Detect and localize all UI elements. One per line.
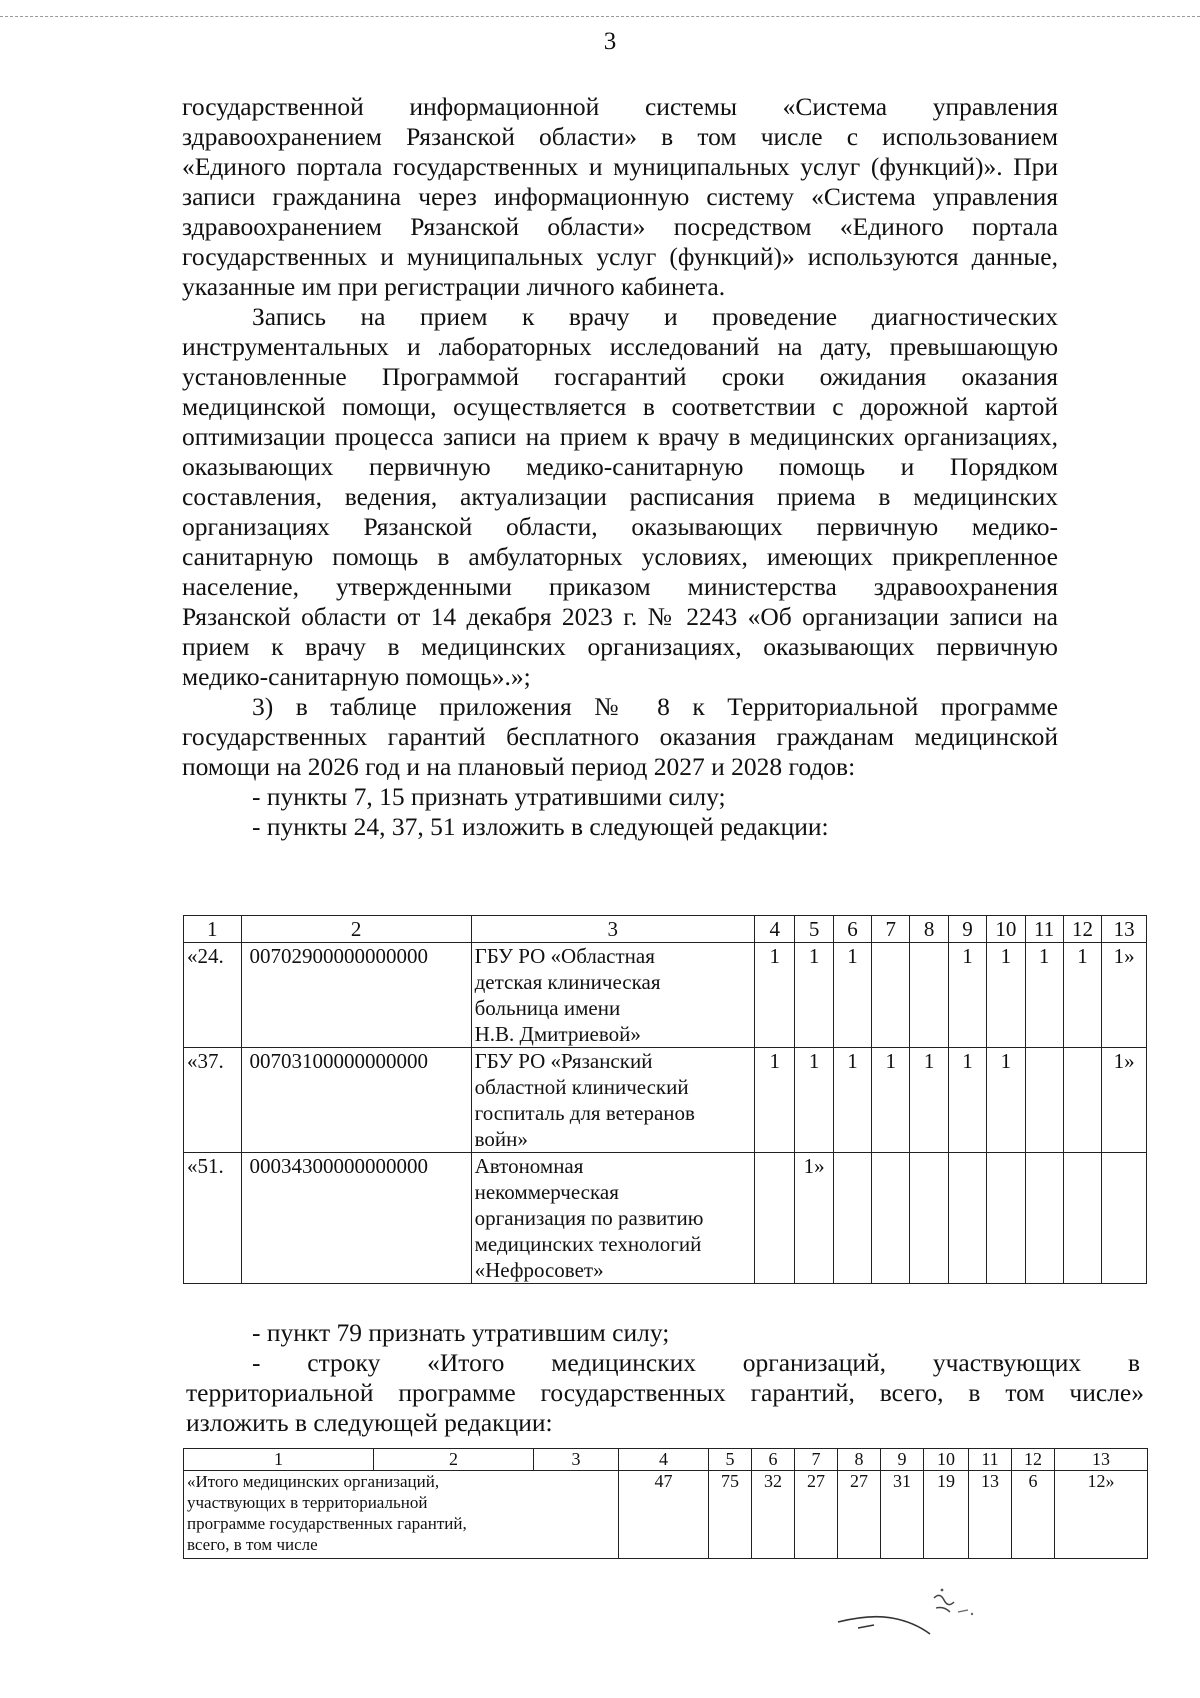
- table-cell: 19: [924, 1471, 969, 1559]
- table-cell: 1: [948, 1048, 986, 1153]
- column-header: 6: [833, 916, 871, 943]
- text-line: государственной информационной системы «Система управления: [182, 92, 1058, 121]
- column-header: 2: [374, 1449, 534, 1471]
- paragraph-continuation: [182, 92, 1058, 302]
- text-line: установленные Программой госгарантий сроки ожидания оказания: [182, 362, 1058, 391]
- table-cell: 1: [872, 1048, 910, 1153]
- organization-name: [471, 1048, 754, 1153]
- table-cell: 32: [752, 1471, 795, 1559]
- table-cell: [754, 1153, 794, 1284]
- column-header: 13: [1055, 1449, 1148, 1471]
- column-header: 10: [987, 916, 1025, 943]
- table-cell: 13: [969, 1471, 1012, 1559]
- text-line: территориальной программе государственных гарантий, всего, в том числе»: [186, 1378, 1144, 1407]
- table-header-row: [184, 916, 1147, 943]
- column-header: 7: [795, 1449, 838, 1471]
- organization-name: [471, 1153, 754, 1284]
- table-cell: 1»: [795, 1153, 833, 1284]
- column-header: 3: [534, 1449, 619, 1471]
- table-cell: [987, 1153, 1025, 1284]
- table-cell: [910, 943, 948, 1048]
- text-line: помощи на 2026 год и на плановый период 2027 и 2028 годов:: [182, 752, 856, 781]
- column-header: 5: [709, 1449, 752, 1471]
- row-number: «24.: [184, 943, 242, 1048]
- table-cell: [872, 943, 910, 1048]
- column-header: 8: [910, 916, 948, 943]
- table-cell: 1: [795, 1048, 833, 1153]
- column-header: 9: [948, 916, 986, 943]
- table-cell: 1»: [1102, 1048, 1147, 1153]
- table-cell: [1063, 1153, 1101, 1284]
- name-line: детская клиническая: [474, 970, 661, 994]
- table-cell: [948, 1153, 986, 1284]
- table-cell: 12»: [1055, 1471, 1148, 1559]
- text-line: государственных и муниципальных услуг (функций)» используются данные,: [182, 242, 1058, 271]
- column-header: 5: [795, 916, 833, 943]
- table-cell: 27: [795, 1471, 838, 1559]
- table-cell: [1025, 1153, 1063, 1284]
- list-item: - пункты 7, 15 признать утратившими силу;: [252, 782, 726, 811]
- text-line: санитарную помощь в амбулаторных условиях, имеющих прикрепленное: [182, 542, 1058, 571]
- text-line: население, утвержденными приказом министерства здравоохранения: [182, 572, 1058, 601]
- text-line: «Единого портала государственных и муниципальных услуг (функций)». При: [182, 152, 1058, 181]
- column-header: 6: [752, 1449, 795, 1471]
- text-line: прием к врачу в медицинских организациях, оказывающих первичную: [182, 632, 1058, 661]
- text-line: здравоохранением Рязанской области» в том числе с использованием: [182, 122, 1058, 151]
- organization-code: 00702900000000000: [241, 943, 471, 1048]
- name-line: медицинских технологий: [474, 1232, 702, 1256]
- text-line: организациях Рязанской области, оказывающих первичную медико-: [182, 512, 1058, 541]
- table-cell: [1025, 1048, 1063, 1153]
- text-line: Рязанской области от 14 декабря 2023 г. № 2243 «Об организации записи на: [182, 602, 1058, 631]
- column-header: 11: [1025, 916, 1063, 943]
- table-cell: 6: [1012, 1471, 1055, 1559]
- table-cell: 47: [619, 1471, 709, 1559]
- table-cell: 1: [1025, 943, 1063, 1048]
- table-cell: 1: [833, 1048, 871, 1153]
- table-cell: 27: [838, 1471, 881, 1559]
- name-line: больница имени: [474, 996, 621, 1020]
- column-header: 12: [1063, 916, 1101, 943]
- table-cell: [1063, 1048, 1101, 1153]
- column-header: 4: [619, 1449, 709, 1471]
- table-row: [184, 943, 1147, 1048]
- table-cell: [1102, 1153, 1147, 1284]
- name-line: участвующих в территориальной: [187, 1493, 428, 1512]
- column-header: 12: [1012, 1449, 1055, 1471]
- text-line: инструментальных и лабораторных исследований на дату, превышающую: [182, 332, 1058, 361]
- table-cell: 31: [881, 1471, 924, 1559]
- text-line: оказывающих первичную медико-санитарную помощь и Порядком: [182, 452, 1058, 481]
- table-cell: 1: [795, 943, 833, 1048]
- top-scan-rule: [0, 16, 1200, 17]
- text-line: здравоохранением Рязанской области» посредством «Единого портала: [182, 212, 1058, 241]
- row-number: «37.: [184, 1048, 242, 1153]
- text-line: медико-санитарную помощь».»;: [182, 662, 531, 691]
- table-cell: 1: [754, 1048, 794, 1153]
- table-row: [184, 1153, 1147, 1284]
- list-item: - пункты 24, 37, 51 изложить в следующей редакции:: [252, 812, 829, 841]
- table-cell: 1: [910, 1048, 948, 1153]
- table-header-row: [184, 1449, 1148, 1471]
- column-header: 1: [184, 1449, 374, 1471]
- text-line: 3) в таблице приложения № 8 к Территориальной программе: [252, 692, 1058, 721]
- organization-code: 00034300000000000: [241, 1153, 471, 1284]
- organization-code: 00703100000000000: [241, 1048, 471, 1153]
- page-number: 3: [603, 28, 617, 55]
- totals-table: [183, 1448, 1148, 1559]
- table-cell: 1: [948, 943, 986, 1048]
- column-header: 11: [969, 1449, 1012, 1471]
- table-cell: 1: [987, 1048, 1025, 1153]
- table-cell: [910, 1153, 948, 1284]
- organization-name: [471, 943, 754, 1048]
- text-line: указанные им при регистрации личного кабинета.: [182, 272, 726, 301]
- name-line: программе государственных гарантий,: [187, 1514, 467, 1533]
- column-header: 4: [754, 916, 794, 943]
- list-item: - строку «Итого медицинских организаций, участвующих в: [252, 1348, 1140, 1377]
- paragraph-total-row: [186, 1378, 1144, 1438]
- list-item: - пункт 79 признать утратившим силу;: [252, 1318, 670, 1347]
- name-line: Н.В. Дмитриевой»: [474, 1022, 641, 1046]
- text-line: оптимизации процесса записи на прием к врачу в медицинских организациях,: [182, 422, 1058, 451]
- text-line: изложить в следующей редакции:: [186, 1408, 553, 1437]
- table-cell: 75: [709, 1471, 752, 1559]
- name-line: «Итого медицинских организаций,: [187, 1472, 440, 1491]
- paragraph-appointment-rules: [182, 302, 1058, 692]
- column-header: 8: [838, 1449, 881, 1471]
- name-line: областной клинический: [474, 1075, 689, 1099]
- column-header: 7: [872, 916, 910, 943]
- text-line: медицинской помощи, осуществляется в соответствии с дорожной картой: [182, 392, 1058, 421]
- row-number: «51.: [184, 1153, 242, 1284]
- amendment-list-2: [182, 1318, 1140, 1378]
- table-cell: 1: [833, 943, 871, 1048]
- name-line: ГБУ РО «Областная: [474, 944, 655, 968]
- column-header: 2: [241, 916, 471, 943]
- name-line: войн»: [474, 1127, 528, 1151]
- table-cell: 1: [754, 943, 794, 1048]
- total-row-label: [184, 1471, 619, 1559]
- text-line: государственных гарантий бесплатного оказания гражданам медицинской: [182, 722, 1058, 751]
- table-cell: 1: [987, 943, 1025, 1048]
- table-cell: [833, 1153, 871, 1284]
- text-line: составления, ведения, актуализации расписания приема в медицинских: [182, 482, 1058, 511]
- name-line: ГБУ РО «Рязанский: [474, 1049, 653, 1073]
- handwritten-signature: [830, 1578, 1010, 1638]
- table-row: [184, 1471, 1148, 1559]
- column-header: 9: [881, 1449, 924, 1471]
- name-line: Автономная: [474, 1154, 584, 1178]
- paragraph-item-3: [182, 692, 1058, 782]
- text-line: записи гражданина через информационную систему «Система управления: [182, 182, 1058, 211]
- name-line: всего, в том числе: [187, 1535, 318, 1554]
- table-row: [184, 1048, 1147, 1153]
- column-header: 13: [1102, 916, 1147, 943]
- name-line: «Нефросовет»: [474, 1258, 604, 1282]
- table-cell: 1: [1063, 943, 1101, 1048]
- column-header: 10: [924, 1449, 969, 1471]
- text-line: Запись на прием к врачу и проведение диагностических: [252, 302, 1058, 331]
- table-cell: 1»: [1102, 943, 1147, 1048]
- column-header: 1: [184, 916, 242, 943]
- name-line: некоммерческая: [474, 1180, 619, 1204]
- name-line: госпиталь для ветеранов: [474, 1101, 695, 1125]
- amendment-list-1: [182, 782, 1058, 842]
- table-cell: [872, 1153, 910, 1284]
- name-line: организация по развитию: [474, 1206, 704, 1230]
- organizations-table: [183, 915, 1147, 1284]
- column-header: 3: [471, 916, 754, 943]
